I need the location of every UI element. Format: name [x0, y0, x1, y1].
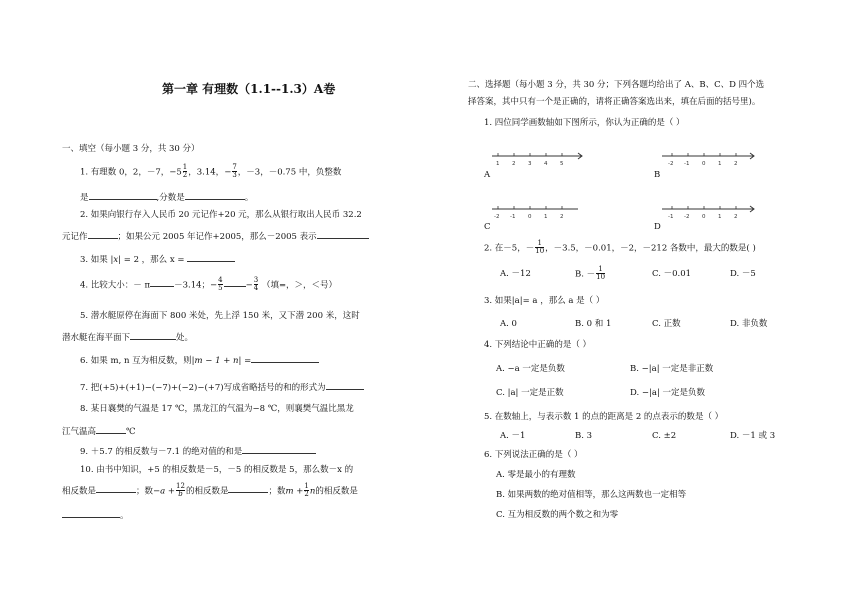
choice-5-option-a[interactable]: A. －1 [500, 431, 526, 441]
answer-blank-q1-negint[interactable] [89, 190, 157, 200]
q4-f2-num: 3 [253, 276, 259, 284]
axis-c-label: C [484, 222, 491, 232]
axis-d-tick-1: -1 [668, 214, 674, 220]
axis-c-tick-4: 1 [544, 214, 548, 220]
q4-fraction-1 [218, 277, 222, 293]
choice-question-4: 4. 下列结论中正确的是（ ） [484, 340, 592, 350]
question-7 [80, 380, 364, 393]
r2-b-num: 1 [598, 265, 603, 273]
answer-blank-q5[interactable] [130, 330, 176, 340]
choice-6-option-c[interactable]: C. 互为相反数的两个数之和为零 [496, 510, 619, 520]
q10-expr2b: n [309, 486, 316, 497]
r2-text-a: 2. 在－5，－ [484, 243, 535, 254]
number-line-b [658, 148, 760, 170]
question-3 [80, 252, 235, 265]
r2-fraction [535, 240, 544, 256]
axis-b-tick-5: 2 [734, 161, 738, 167]
q8-text-a: 江气温高 [62, 427, 97, 437]
question-6 [80, 353, 319, 366]
axis-d-tick-5: 2 [734, 214, 738, 220]
q2-text-a: 元记作 [62, 232, 88, 242]
question-8-line-1: 8. 某日襄樊的气温是 17 ℃，黑龙江的气温为−8 ℃，则襄樊气温比黑龙 [80, 404, 354, 414]
r2-option-b-fraction [596, 266, 605, 282]
section-choice-heading-1: 二、选择题（每小题 3 分，共 30 分；下列各题均给出了 A、B、C、D 四个选 [468, 80, 765, 90]
question-2-line-2 [62, 229, 369, 242]
choice-5-option-c[interactable]: C. ±2 [652, 431, 677, 441]
q4-fraction-2 [254, 277, 258, 293]
answer-blank-q10-a[interactable] [96, 483, 136, 493]
q4-text-c: （填=，＞，＜号） [261, 280, 338, 291]
axis-c-tick-5: 2 [560, 214, 564, 220]
choice-question-1: 1. 四位同学画数轴如下图所示，你认为正确的是（ ） [484, 118, 685, 128]
q5-text-a: 潜水艇在海平面下 [62, 333, 131, 343]
r2-f-num: 1 [537, 239, 542, 247]
section-choice-heading-2: 择答案，其中只有一个是正确的，请将正确答案选出来，填在后面的括号里)。 [468, 97, 761, 107]
choice-5-option-d[interactable]: D. －1 或 3 [730, 431, 776, 441]
question-8-line-2 [62, 424, 136, 437]
q1-mixed-whole: −5 [169, 167, 182, 178]
q10-text-d: ；数 [268, 486, 286, 497]
q4-text-a: 4. 比较大小：－ π [80, 280, 151, 291]
axis-b-label: B [654, 170, 661, 180]
q1-neg: − [224, 167, 232, 178]
choice-question-6: 6. 下列说法正确的是（ ） [484, 450, 583, 460]
q5-text-b: 处。 [176, 333, 194, 343]
axis-d-tick-2: -2 [684, 214, 690, 220]
question-5-line-1: 5. 潜水艇原停在海面下 800 米处，先上浮 150 米，又下潜 200 米，这时 [80, 311, 360, 321]
q1-text-a: 1. 有理数 0，2，－7， [80, 167, 170, 178]
q10-expr1: −a + [153, 486, 176, 497]
choice-3-option-c[interactable]: C. 正数 [652, 319, 681, 329]
r2-text-b: ，－3.5，－0.01，－2，－212 各数中，最大的数是( ) [545, 243, 756, 254]
axis-d-tick-3: 0 [702, 214, 706, 220]
answer-blank-q2-year[interactable] [317, 229, 369, 239]
axis-b-tick-1: -2 [668, 161, 674, 167]
question-1-line-2 [80, 190, 253, 203]
number-line-c [488, 201, 588, 223]
number-line-a [488, 148, 588, 170]
number-line-d [658, 201, 760, 223]
q10-f1-num: 12 [176, 482, 185, 490]
axis-c-tick-3: 0 [528, 214, 532, 220]
axis-a-tick-1: 1 [496, 161, 500, 167]
choice-5-option-b[interactable]: B. 3 [575, 431, 593, 441]
choice-question-5: 5. 在数轴上，与表示数 1 的点的距离是 2 的点表示的数是（ ） [484, 412, 724, 422]
axis-a-tick-3: 3 [528, 161, 532, 167]
q1-frac-den: 3 [232, 171, 237, 180]
q4-f2-den: 4 [253, 284, 259, 293]
answer-blank-q2-withdraw[interactable] [88, 229, 118, 239]
answer-blank-q4-b[interactable] [224, 277, 246, 287]
q4-f1-num: 4 [218, 276, 223, 284]
q1-mixed-den: 2 [182, 171, 188, 180]
choice-4-option-a[interactable]: A. −a 一定是负数 [496, 364, 565, 374]
answer-blank-q7[interactable] [326, 380, 364, 390]
q10-f2-den: 2 [304, 490, 309, 499]
q4-neg1: − [210, 280, 218, 291]
q10-text-e: 的相反数是 [315, 486, 358, 497]
answer-blank-q3[interactable] [187, 252, 235, 262]
q4-f1-den: 5 [218, 284, 223, 293]
question-10-line-3 [62, 508, 129, 521]
answer-blank-q9[interactable] [242, 444, 316, 454]
axis-b-tick-2: -1 [684, 161, 690, 167]
question-2-line-1: 2. 如果向银行存入人民币 20 元记作+20 元，那么从银行取出人民币 32.2 [80, 210, 362, 220]
choice-3-option-b[interactable]: B. 0 和 1 [575, 319, 612, 329]
q10-fraction-1 [176, 483, 185, 499]
q10-text-b: ；数 [136, 486, 154, 497]
question-9 [80, 444, 316, 457]
q6-expr: |m − 1 + n| = [191, 356, 252, 366]
question-5-line-2 [62, 330, 193, 343]
q1-text-d1: 是 [80, 193, 89, 203]
q10-expr2: m + [285, 486, 304, 497]
q1-mixed-fraction [183, 164, 187, 180]
answer-blank-q1-fraction[interactable] [185, 190, 245, 200]
r2-f-den: 10 [535, 247, 545, 256]
choice-2-option-c[interactable]: C. －0.01 [652, 269, 692, 279]
answer-blank-q10-c[interactable] [62, 508, 120, 518]
choice-4-option-b[interactable]: B. −|a| 一定是非正数 [630, 364, 714, 374]
q3-abs: |x| [110, 255, 122, 265]
section-fill-heading: 一、填空（每小题 3 分，共 30 分） [62, 144, 200, 154]
axis-a-tick-2: 2 [512, 161, 516, 167]
q1-text-d2: ,分数是 [156, 193, 185, 203]
q10-f1-den: b [176, 490, 185, 498]
page-title: 第一章 有理数（1.1--1.3）A卷 [162, 82, 336, 96]
q1-text-c: ，－3，－0.75 中，负整数 [237, 167, 342, 178]
axis-d-tick-4: 1 [718, 214, 722, 220]
choice-4-option-c[interactable]: C. |a| 一定是正数 [496, 388, 564, 398]
choice-question-3: 3. 如果|a|= a ，那么 a 是（ ） [484, 296, 605, 306]
q1-fraction [232, 164, 236, 180]
axis-c-tick-2: -1 [510, 214, 516, 220]
q4-neg2: − [245, 280, 253, 291]
axis-a-label: A [484, 170, 491, 180]
question-10-line-1: 10. 由书中知识，+5 的相反数是－5，－5 的相反数是 5，那么数－x 的 [80, 465, 354, 475]
q10-text-a: 相反数是 [62, 486, 97, 497]
choice-3-option-a[interactable]: A. 0 [500, 319, 517, 329]
r2-b-den: 10 [596, 273, 606, 282]
q10-fraction-2 [304, 483, 308, 499]
answer-blank-q10-b[interactable] [228, 483, 268, 493]
q8-text-b: ℃ [126, 427, 136, 437]
answer-blank-q6[interactable] [251, 353, 319, 363]
choice-6-option-a[interactable]: A. 零是最小的有理数 [496, 470, 576, 480]
q1-mixed-num: 1 [182, 163, 188, 171]
q6-text-a: 6. 如果 m, n 互为相反数，则 [80, 356, 192, 366]
choice-question-2 [484, 240, 756, 256]
answer-blank-q4-a[interactable] [150, 277, 174, 287]
question-4 [80, 277, 337, 293]
choice-6-option-b[interactable]: B. 如果两数的绝对值相等，那么这两数也一定相等 [496, 490, 687, 500]
choice-3-option-d[interactable]: D. 非负数 [730, 319, 768, 329]
q10-text-f: 。 [120, 511, 129, 521]
q1-text-d3: 。 [244, 193, 254, 203]
choice-2-option-b[interactable] [575, 266, 606, 282]
q4-text-b: －3.14； [174, 280, 211, 291]
choice-4-option-d[interactable]: D. −|a| 一定是负数 [630, 388, 706, 398]
answer-blank-q8[interactable] [96, 424, 126, 434]
r2-option-b-text: B. － [575, 269, 596, 280]
q10-text-c: 的相反数是 [185, 486, 229, 497]
axis-b-tick-3: 0 [702, 161, 706, 167]
q2-text-b: ；如果公元 2005 年记作+2005，那么－2005 表示 [117, 232, 317, 242]
q7-text: 7. 把(+5)+(+1)−(−7)+(−2)−(+7)写成省略括号的和的形式为 [80, 383, 326, 393]
q10-f2-num: 1 [304, 482, 309, 490]
question-10-line-2 [62, 483, 358, 499]
choice-2-option-d[interactable]: D. －5 [730, 269, 756, 279]
axis-d-label: D [654, 222, 661, 232]
choice-2-option-a[interactable]: A. －12 [500, 269, 531, 279]
axis-a-tick-5: 5 [560, 161, 564, 167]
q3-text-a: 3. 如果 [80, 255, 108, 265]
question-1-line-1 [80, 164, 341, 180]
axis-b-tick-4: 1 [718, 161, 722, 167]
q1-text-b: ，3.14， [188, 167, 225, 178]
axis-a-tick-4: 4 [544, 161, 548, 167]
axis-c-tick-1: -2 [494, 214, 500, 220]
q1-frac-num: 7 [232, 163, 237, 171]
q9-text: 9. ＋5.7 的相反数与－7.1 的绝对值的和是 [80, 447, 243, 457]
q3-text-b: = 2 ，那么 x = [123, 255, 185, 265]
